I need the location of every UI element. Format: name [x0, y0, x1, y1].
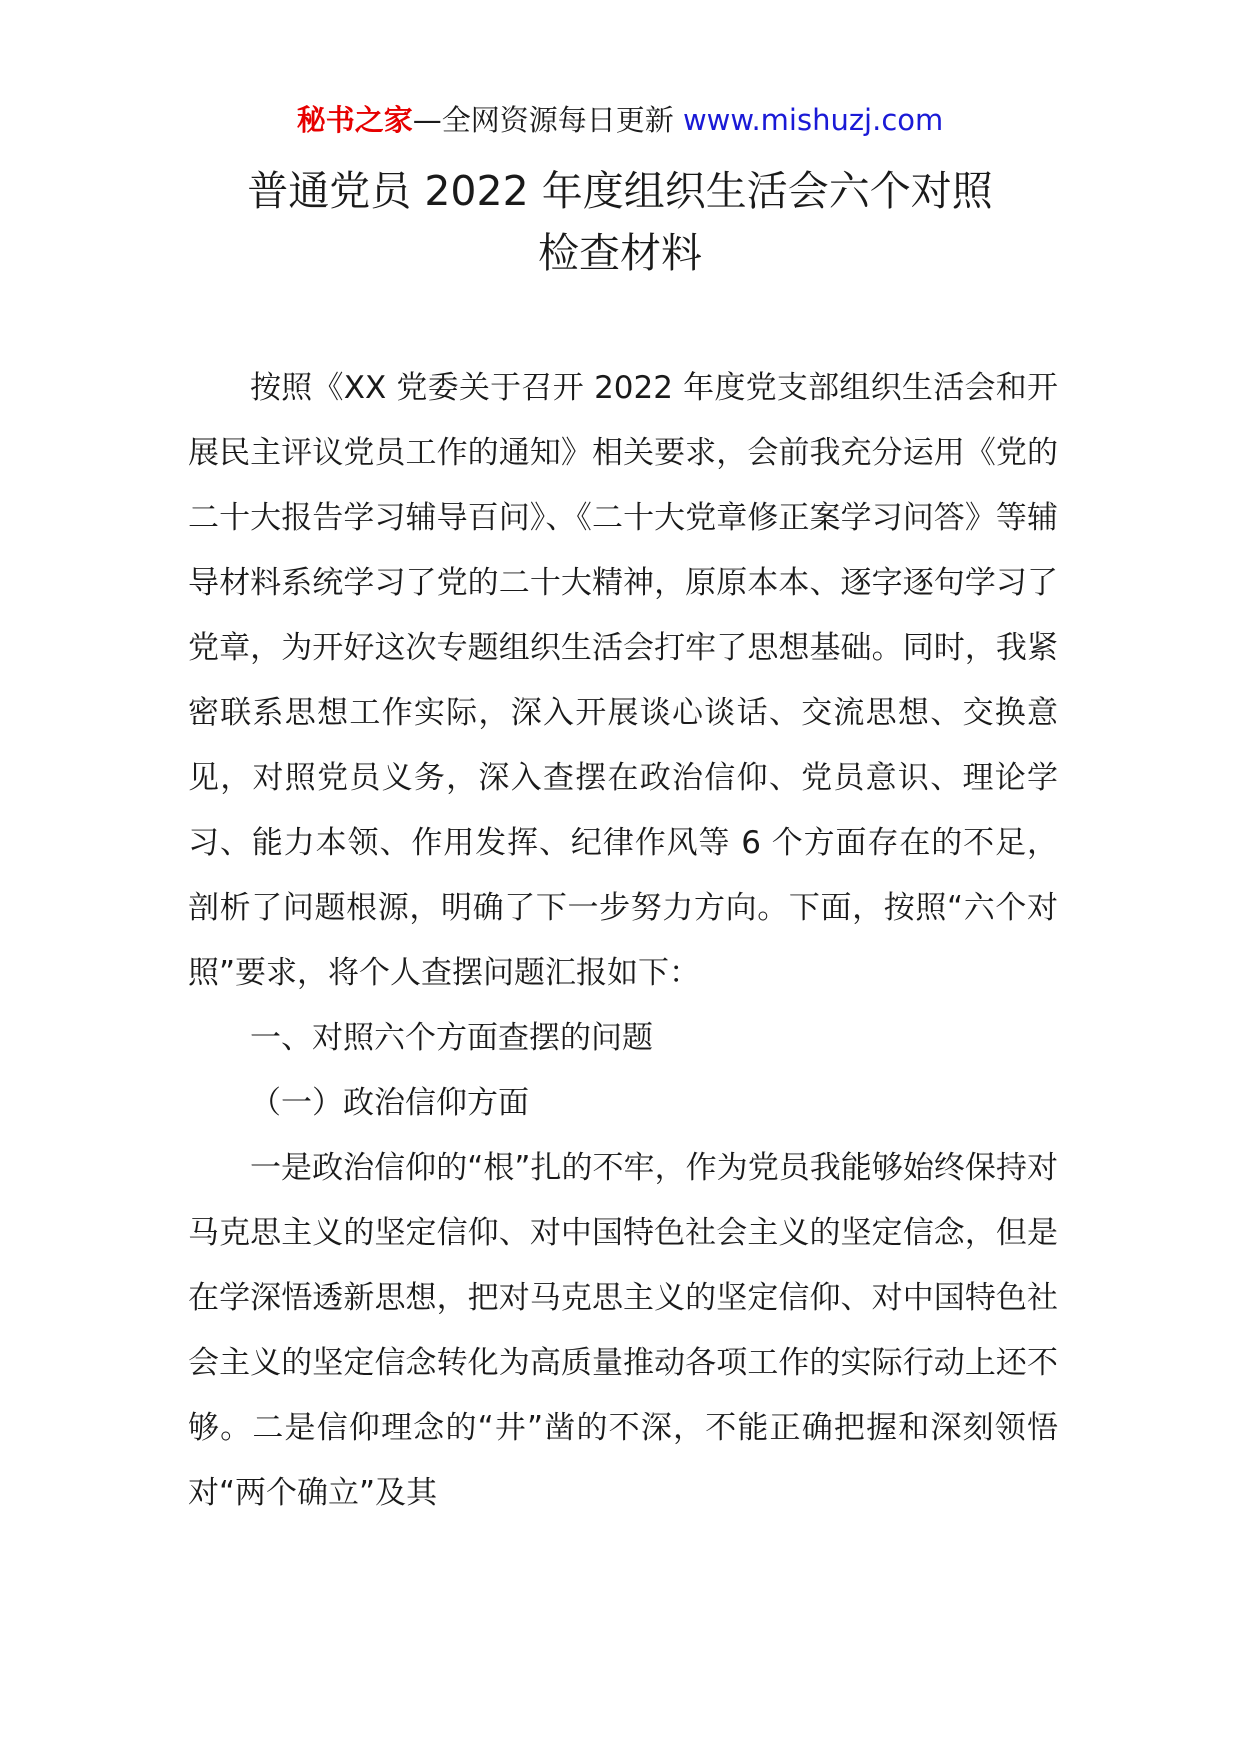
document-title: [140, 160, 1100, 284]
document-body: [188, 356, 1058, 1526]
intro-paragraph: 按照《XX 党委关于召开 2022 年度党支部组织生活会和开展民主评议党员工作的通知》相关要求，会前我充分运用《党的二十大报告学习辅导百问》、《二十大党章修正案学习问答》等辅导材料系统学习了党的二十大精神，原原本本、逐字逐句学习了党章，为开好这次专题组织生活会打牢了思想基础。同时，我紧密联系思想工作实际，深入开展谈心谈话、交流思想、交换意见，对照党员义务，深入查摆在政治信仰、党员意识、理论学习、能力本领、作用发挥、纪律作风等 6 个方面存在的不足，剖析了问题根源，明确了下一步努力方向。下面，按照“六个对照”要求，将个人查摆问题汇报如下：: [188, 370, 1058, 991]
site-header: [0, 100, 1240, 140]
title-line-2: 检查材料: [538, 229, 702, 277]
brand-name: 秘书之家: [296, 103, 413, 137]
section-heading: 一、对照六个方面查摆的问题: [250, 1020, 653, 1056]
header-tagline: —全网资源每日更新: [412, 103, 674, 137]
body-paragraph: 一是政治信仰的“根”扎的不牢，作为党员我能够始终保持对马克思主义的坚定信仰、对中国特色社会主义的坚定信念，但是在学深悟透新思想，把对马克思主义的坚定信仰、对中国特色社会主义的坚定信念转化为高质量推动各项工作的实际行动上还不够。二是信仰理念的“井”凿的不深，不能正确把握和深刻领悟对“两个确立”及其: [188, 1150, 1058, 1511]
subsection-heading: （一）政治信仰方面: [250, 1085, 529, 1121]
site-url-link[interactable]: www.mishuzj.com: [682, 103, 944, 137]
title-line-1: 普通党员 2022 年度组织生活会六个对照: [247, 167, 993, 215]
